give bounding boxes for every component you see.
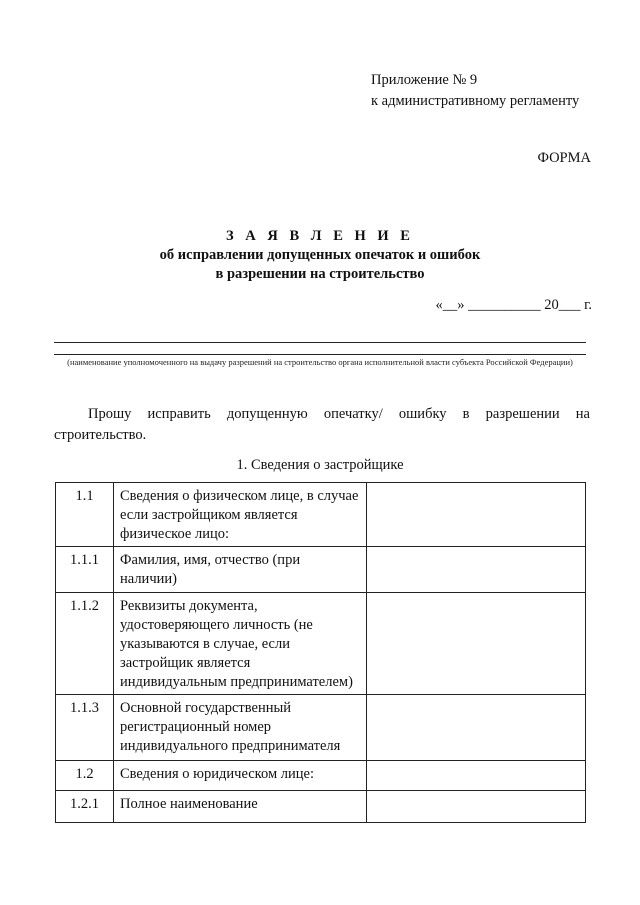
row-value-cell[interactable] xyxy=(367,593,586,695)
row-label: Сведения о юридическом лице: xyxy=(114,761,367,791)
authority-line-2 xyxy=(54,354,586,355)
row-label: Реквизиты документа, удостоверяющего личность (не указываются в случае, если застройщик является индивидуальным предпринимателем) xyxy=(114,593,367,695)
table-row xyxy=(56,547,586,593)
table-row xyxy=(56,593,586,695)
appendix-number: Приложение № 9 xyxy=(371,72,478,88)
row-number: 1.2.1 xyxy=(56,791,114,823)
row-number: 1.1.1 xyxy=(56,547,114,593)
table-row xyxy=(56,695,586,761)
document-subtitle-line2: в разрешении на строительство xyxy=(215,266,425,282)
row-value-cell[interactable] xyxy=(367,695,586,761)
section-1-title: 1. Сведения о застройщике xyxy=(236,457,404,473)
table-row xyxy=(56,483,586,547)
request-paragraph: Прошу исправить допущенную опечатку/ ошибку в разрешении на строительство. xyxy=(54,406,590,443)
row-value-cell[interactable] xyxy=(367,761,586,791)
appendix-note xyxy=(371,70,579,112)
date-field: «__» __________ 20___ г. xyxy=(435,297,592,313)
appendix-reference: к административному регламенту xyxy=(371,93,580,109)
authority-line-1 xyxy=(54,342,586,343)
table-row xyxy=(56,791,586,823)
row-label: Полное наименование xyxy=(114,791,367,823)
row-label: Сведения о физическом лице, в случае если застройщиком является физическое лицо: xyxy=(114,483,367,547)
document-subtitle-line1: об исправлении допущенных опечаток и ошибок xyxy=(159,247,481,263)
form-label: ФОРМА xyxy=(537,150,591,166)
row-number: 1.1.2 xyxy=(56,593,114,695)
row-value-cell[interactable] xyxy=(367,483,586,547)
document-heading xyxy=(0,227,640,284)
row-label: Основной государственный регистрационный номер индивидуального предпринимателя xyxy=(114,695,367,761)
row-value-cell[interactable] xyxy=(367,547,586,593)
document-title: З А Я В Л Е Н И Е xyxy=(226,228,414,244)
row-label: Фамилия, имя, отчество (при наличии) xyxy=(114,547,367,593)
table-row xyxy=(56,761,586,791)
authority-caption: (наименование уполномоченного на выдачу разрешений на строительство органа исполнительной власти субъекта Российской Федерации) xyxy=(67,357,573,367)
row-number: 1.1 xyxy=(56,483,114,547)
applicant-info-table xyxy=(55,482,586,823)
row-value-cell[interactable] xyxy=(367,791,586,823)
row-number: 1.2 xyxy=(56,761,114,791)
row-number: 1.1.3 xyxy=(56,695,114,761)
